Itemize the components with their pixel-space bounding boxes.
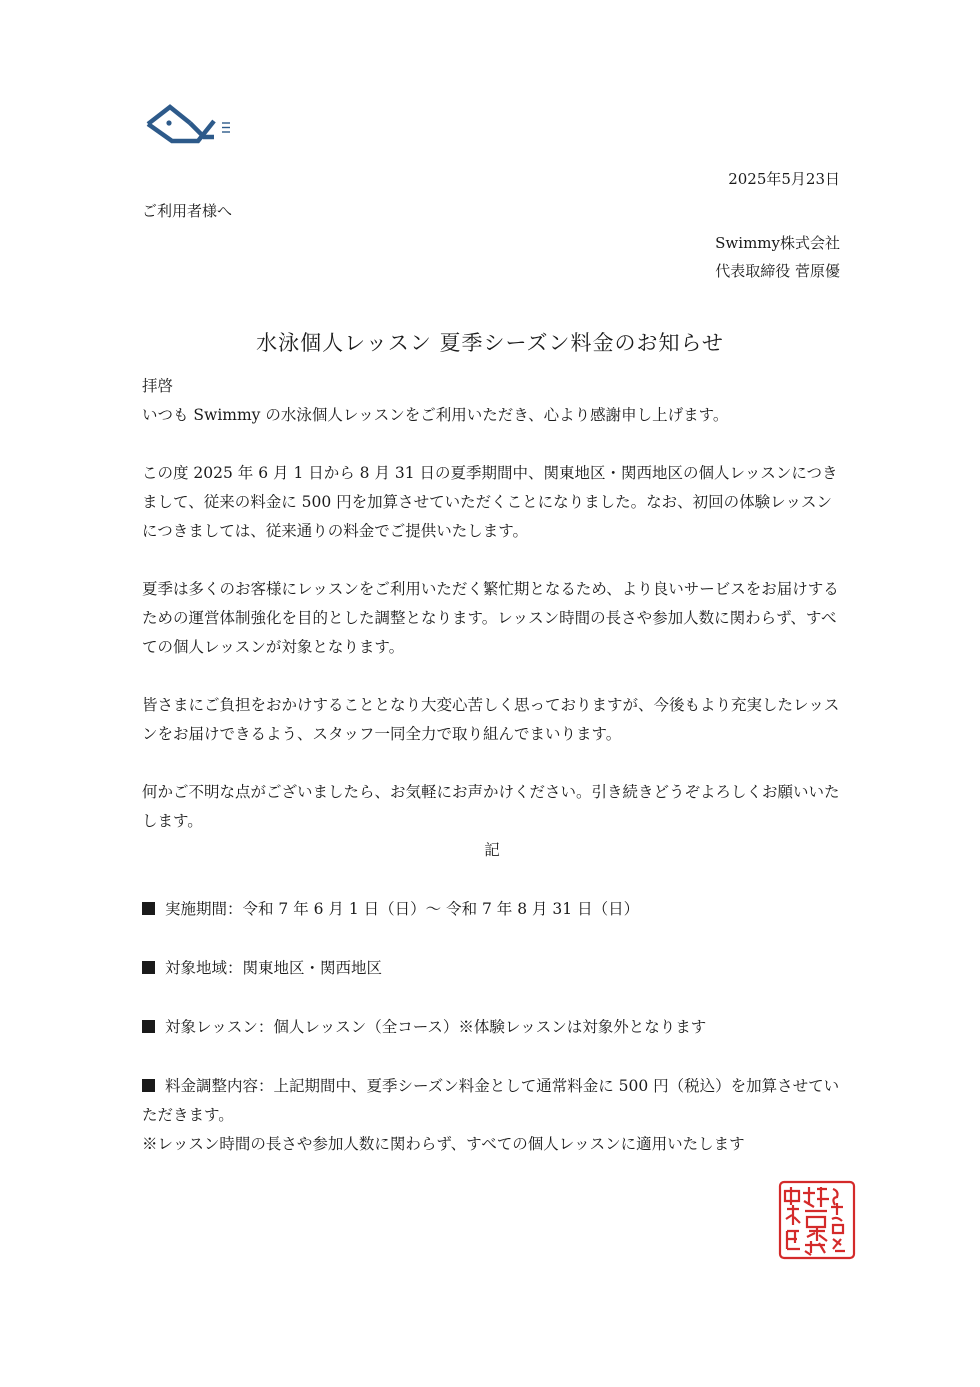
company-name: Swimmy株式会社 bbox=[715, 234, 840, 252]
item-fee: 料金調整内容：上記期間中、夏季シーズン料金として通常料金に 500 円（税込）を加算させていただきます。 bbox=[142, 1077, 840, 1124]
item-period: 実施期間：令和 7 年 6 月 1 日（日）～ 令和 7 年 8 月 31 日（日） bbox=[142, 895, 842, 924]
paragraph-reason: 夏季は多くのお客様にレッスンをご利用いただく繁忙期となるため、より良いサービスをお届けするための運営体制強化を目的とした調整となります。レッスン時間の長さや参加人数に関わらず、すべての個人レッスンが対象となります。 bbox=[142, 580, 839, 656]
paragraph-fee-change: この度 2025 年 6 月 1 日から 8 月 31 日の夏季期間中、関東地区・関西地区の個人レッスンにつきまして、従来の料金に 500 円を加算させていただくことになりました。なお、初回の体験レッスンにつきましては、従来通りの料金でご提供いたします。 bbox=[142, 464, 838, 540]
paragraph-apology: 皆さまにご負担をおかけすることとなり大変心苦しく思っておりますが、今後もより充実したレッスンをお届けできるよう、スタッフ一同全力で取り組んでまいります。 bbox=[142, 696, 840, 743]
square-bullet-icon bbox=[142, 902, 155, 915]
item-lesson: 対象レッスン：個人レッスン（全コース）※体験レッスンは対象外となります bbox=[142, 1013, 842, 1042]
square-bullet-icon bbox=[142, 1020, 155, 1033]
greeting: 拝啓 bbox=[142, 377, 174, 395]
ki-heading: 記 bbox=[484, 841, 500, 859]
item-area: 対象地域：関東地区・関西地区 bbox=[142, 954, 842, 983]
letter-date: 2025年5月23日 bbox=[728, 170, 840, 188]
fish-logo-icon bbox=[142, 101, 238, 149]
item-note: ※レッスン時間の長さや参加人数に関わらず、すべての個人レッスンに適用いたします bbox=[142, 1135, 745, 1153]
square-bullet-icon bbox=[142, 961, 155, 974]
representative-name: 代表取締役 菅原優 bbox=[715, 262, 840, 280]
addressee: ご利用者様へ bbox=[142, 202, 233, 220]
letter-body bbox=[142, 372, 842, 1159]
letter-title: 水泳個人レッスン 夏季シーズン料金のお知らせ bbox=[256, 331, 724, 355]
sender-block bbox=[715, 229, 840, 285]
paragraph-contact: 何かご不明な点がございましたら、お気軽にお声かけください。引き続きどうぞよろしくお願いいたします。 bbox=[142, 783, 840, 830]
intro-paragraph: いつも Swimmy の水泳個人レッスンをご利用いただき、心より感謝申し上げます。 bbox=[142, 406, 729, 424]
company-seal-stamp bbox=[777, 1179, 857, 1261]
square-bullet-icon bbox=[142, 1079, 155, 1092]
